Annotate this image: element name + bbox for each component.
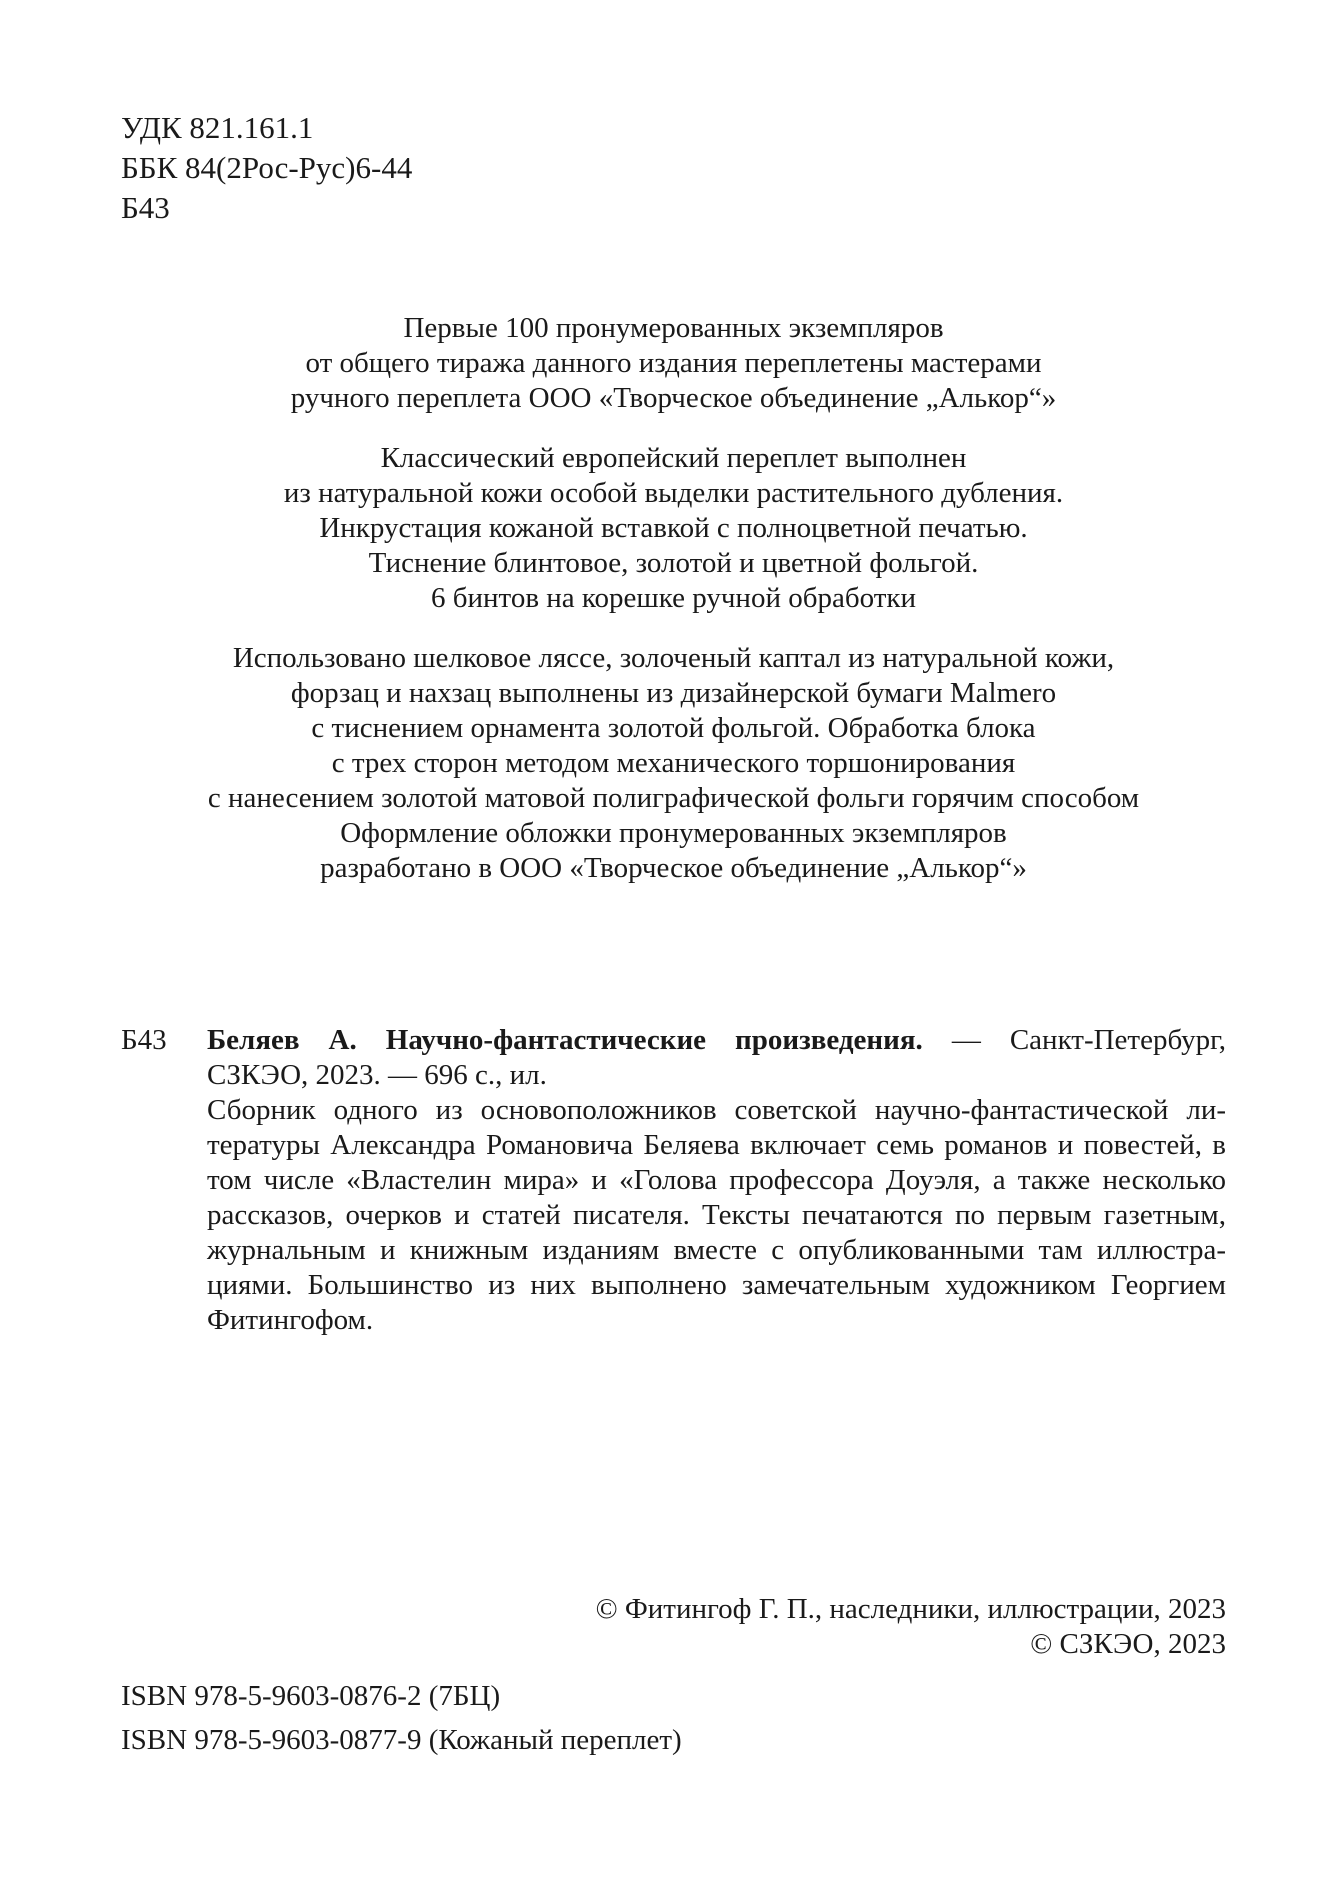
copyright-illustrations: © Фитингоф Г. П., наследники, иллюстрации, 2023	[595, 1593, 1226, 1625]
udk-code: УДК 821.161.1	[121, 110, 314, 145]
binding-line: 6 бинтов на корешке ручной обработки	[431, 582, 916, 614]
annotation-line: СЗКЭО, 2023. — 696 с., ил.	[207, 1059, 547, 1091]
binding-line: Оформление обложки пронумерованных экземпляров	[340, 817, 1007, 849]
annotation-line: Сборник одного из основоположников советской научно-фантастической ли-	[207, 1094, 1226, 1126]
binding-note-numbered-copies	[121, 311, 1226, 416]
annotation-line: том числе «Властелин мира» и «Голова профессора Доуэля, а также несколько	[207, 1164, 1226, 1196]
annotation-title-line	[207, 1023, 1226, 1058]
binding-line: ручного переплета ООО «Творческое объединение „Алькор“»	[290, 382, 1057, 414]
classification-codes	[121, 108, 412, 228]
annotation-body	[207, 1023, 1226, 1338]
isbn-hardcover: ISBN 978-5-9603-0876-2 (7БЦ)	[121, 1680, 501, 1712]
binding-line: форзац и нахзац выполнены из дизайнерской бумаги Malmero	[290, 677, 1057, 709]
binding-line: Тиснение блинтовое, золотой и цветной фольгой.	[368, 547, 979, 579]
binding-line: Классический европейский переплет выполнен	[380, 442, 967, 474]
binding-line: разработано в ООО «Творческое объединение „Алькор“»	[320, 852, 1027, 884]
binding-line: с трех сторон методом механического торшонирования	[331, 747, 1016, 779]
binding-line: Первые 100 пронумерованных экземпляров	[403, 312, 944, 344]
binding-note-cover	[121, 441, 1226, 616]
annotation-line: рассказов, очерков и статей писателя. Тексты печатаются по первым газетным,	[207, 1199, 1226, 1231]
copyright-notice	[596, 1592, 1226, 1662]
binding-line: из натуральной кожи особой выделки растительного дубления.	[283, 477, 1064, 509]
annotation-line: журнальным и книжным изданиям вместе с опубликованными там иллюстра-	[207, 1234, 1226, 1266]
annotation-line: Фитингофом.	[207, 1304, 374, 1336]
publication-place: — Санкт-Петербург,	[922, 1024, 1226, 1056]
annotation-code: Б43	[121, 1024, 167, 1056]
isbn-list	[121, 1674, 682, 1762]
author-sign-code: Б43	[121, 190, 170, 225]
binding-note-materials	[121, 641, 1226, 886]
annotation-line: тературы Александра Романовича Беляева включает семь романов и повестей, в	[207, 1129, 1226, 1161]
binding-line: от общего тиража данного издания переплетены мастерами	[305, 347, 1042, 379]
binding-line: Инкрустация кожаной вставкой с полноцветной печатью.	[319, 512, 1028, 544]
bbk-code: ББК 84(2Рос-Рус)6-44	[121, 150, 413, 185]
copyright-publisher: © СЗКЭО, 2023	[1030, 1628, 1226, 1660]
binding-line: с тиснением орнамента золотой фольгой. Обработка блока	[311, 712, 1036, 744]
book-title: Беляев А. Научно-фантастические произведения.	[207, 1024, 923, 1056]
annotation-line: циями. Большинство из них выполнено замечательным художником Георгием	[207, 1269, 1226, 1301]
isbn-leather: ISBN 978-5-9603-0877-9 (Кожаный переплет)	[121, 1724, 682, 1756]
binding-line: Использовано шелковое ляссе, золоченый каптал из натуральной кожи,	[232, 642, 1115, 674]
binding-line: с нанесением золотой матовой полиграфической фольги горячим способом	[207, 782, 1140, 814]
